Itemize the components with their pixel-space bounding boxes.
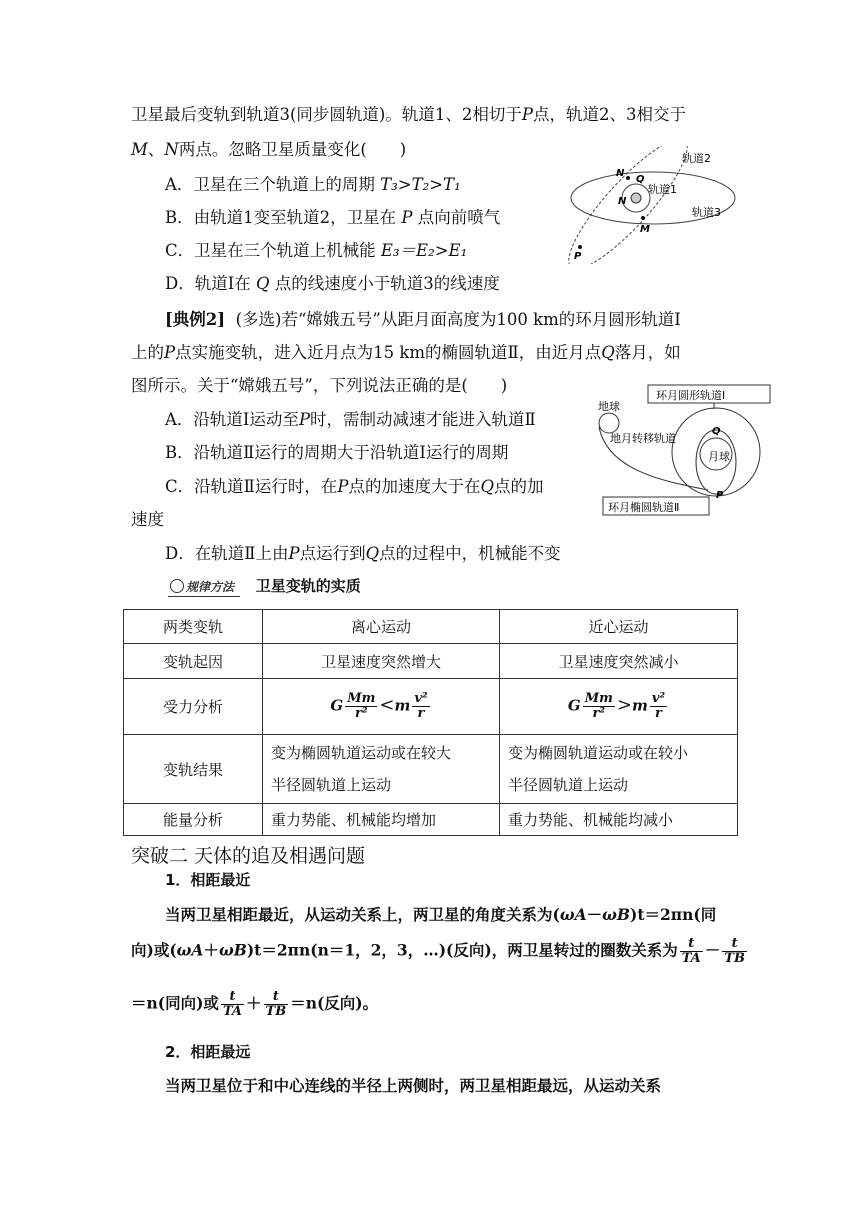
table-header: 离心运动 bbox=[263, 610, 500, 644]
var-g: G bbox=[330, 696, 344, 715]
text: 当两卫星相距最近，从运动关系上，两卫星的角度关系为( bbox=[165, 905, 560, 924]
fraction bbox=[345, 692, 377, 721]
p-label: P bbox=[716, 490, 724, 501]
table-cell: 能量分析 bbox=[124, 804, 263, 836]
math: E₃＝E₂>E₁ bbox=[380, 241, 468, 260]
example2-line-3 bbox=[131, 373, 507, 399]
table-row bbox=[124, 610, 738, 644]
orbit-figure-2 bbox=[588, 382, 773, 516]
example2-option-d bbox=[165, 541, 561, 567]
point-n bbox=[626, 176, 630, 180]
var-m: m bbox=[394, 696, 411, 715]
text: 点，轨道2、3相交于 bbox=[532, 105, 686, 124]
text: 向)或( bbox=[131, 940, 177, 960]
fraction bbox=[221, 990, 244, 1019]
section2-line-2 bbox=[131, 937, 749, 966]
formula-centripetal bbox=[500, 679, 738, 735]
text: 点实施变轨，进入近月点为15 km的椭圆轨道Ⅱ，由近月点 bbox=[175, 343, 602, 362]
var-p: P bbox=[298, 410, 311, 429]
text: 点向前喷气 bbox=[412, 208, 501, 227]
numerator: Mm bbox=[347, 691, 376, 706]
var-m: M bbox=[131, 140, 148, 159]
var-p: P bbox=[164, 343, 176, 362]
numerator: t bbox=[264, 990, 289, 1005]
text: 点的过程中，机械能不变 bbox=[379, 544, 561, 563]
fraction bbox=[583, 692, 615, 721]
option-b bbox=[165, 205, 500, 231]
point-m bbox=[641, 216, 645, 220]
var-q: Q bbox=[601, 343, 615, 362]
table-row bbox=[124, 644, 738, 679]
section2-line-3 bbox=[131, 990, 378, 1019]
example2-option-c-cont bbox=[131, 507, 164, 533]
var-g: G bbox=[567, 696, 581, 715]
text: 速度 bbox=[131, 510, 164, 529]
badge-text: 规律方法 bbox=[186, 580, 235, 594]
section2-line-4: 当两卫星位于和中心连线的半径上两侧时，两卫星相距最远，从运动关系 bbox=[165, 1076, 662, 1095]
example2-line-2 bbox=[131, 340, 681, 366]
option-d bbox=[165, 271, 500, 297]
numerator: t bbox=[722, 937, 747, 952]
var-p: P bbox=[521, 105, 533, 124]
var-q: Q bbox=[256, 274, 270, 293]
denominator: r bbox=[417, 706, 425, 721]
table-row bbox=[124, 804, 738, 836]
text: C．卫星在三个轨道上机械能 bbox=[165, 241, 381, 260]
example2-option-c bbox=[165, 474, 543, 500]
numerator: Mm bbox=[584, 691, 613, 706]
text: 点的线速度小于轨道3的线速度 bbox=[269, 274, 500, 293]
omega-a: ωA bbox=[559, 905, 587, 924]
text: － bbox=[586, 905, 603, 924]
text: 时，需制动减速才能进入轨道Ⅱ bbox=[310, 410, 536, 429]
text: 半径圆轨道上运动 bbox=[508, 776, 629, 794]
omega-b: ωB bbox=[602, 905, 631, 924]
label-orbit3: 轨道3 bbox=[692, 206, 721, 219]
moon-label: 月球 bbox=[708, 450, 730, 463]
numerator: v² bbox=[414, 691, 428, 706]
table-cell: 变轨起因 bbox=[124, 644, 263, 679]
fraction bbox=[722, 937, 747, 966]
math: T₃>T₂>T₁ bbox=[380, 175, 461, 194]
planet bbox=[631, 193, 641, 203]
text: 上的 bbox=[131, 343, 164, 362]
section-title: 突破二 天体的追及相遇问题 bbox=[131, 845, 366, 867]
text: 点的加 bbox=[493, 477, 544, 496]
less-than: < bbox=[379, 694, 395, 716]
method-badge bbox=[168, 577, 240, 597]
point-p bbox=[578, 245, 582, 249]
var-q: Q bbox=[480, 477, 494, 496]
text: 变为椭圆轨道运动或在较大 bbox=[271, 744, 452, 762]
table-cell: 重力势能、机械能均减小 bbox=[500, 804, 738, 836]
text: B．沿轨道Ⅱ运行的周期大于沿轨道Ⅰ运行的周期 bbox=[165, 443, 509, 462]
method-heading bbox=[168, 575, 361, 597]
denominator: TB bbox=[265, 1004, 287, 1019]
text: 半径圆轨道上运动 bbox=[271, 776, 392, 794]
text: ＝n(同向)或 bbox=[131, 993, 219, 1013]
example2-option-b bbox=[165, 440, 508, 466]
table-cell: 卫星速度突然增大 bbox=[263, 644, 500, 679]
para-line-1 bbox=[131, 102, 686, 128]
text: ＋ bbox=[203, 940, 219, 960]
badge-icon bbox=[170, 579, 184, 593]
table-cell bbox=[500, 735, 738, 804]
label-orbit2: 轨道2 bbox=[682, 152, 711, 165]
text: A．卫星在三个轨道上的周期 bbox=[165, 175, 381, 194]
text: A．沿轨道Ⅰ运动至 bbox=[165, 410, 299, 429]
var-p: P bbox=[337, 477, 349, 496]
table-row bbox=[124, 679, 738, 735]
text: 卫星最后变轨到轨道3(同步圆轨道)。轨道1、2相切于 bbox=[131, 105, 522, 124]
table-cell: 重力势能、机械能均增加 bbox=[263, 804, 500, 836]
table-cell bbox=[263, 735, 500, 804]
table-header: 两类变轨 bbox=[124, 610, 263, 644]
var-q: Q bbox=[365, 544, 380, 563]
text: － bbox=[704, 940, 721, 960]
denominator: TA bbox=[681, 951, 701, 966]
fraction bbox=[680, 937, 703, 966]
example-tag: [典例2] bbox=[165, 310, 226, 329]
denominator: r² bbox=[592, 706, 606, 721]
numerator: t bbox=[221, 990, 244, 1005]
option-a bbox=[165, 172, 461, 198]
text: 点运行到 bbox=[299, 544, 366, 563]
denominator: r² bbox=[355, 706, 368, 721]
text: D．在轨道Ⅱ上由 bbox=[165, 544, 289, 563]
orbit2-label: 环月椭圆轨道Ⅱ bbox=[608, 501, 680, 514]
omega-a: ωA bbox=[176, 940, 204, 960]
label-orbit1: 轨道1 bbox=[648, 183, 677, 196]
text: B．由轨道1变至轨道2，卫星在 bbox=[165, 208, 402, 227]
option-c bbox=[165, 238, 467, 264]
orbit-figure-1 bbox=[558, 146, 748, 264]
text: 落月，如 bbox=[614, 343, 681, 362]
orbit-change-table bbox=[123, 609, 738, 836]
fraction bbox=[264, 990, 289, 1019]
text: C．沿轨道Ⅱ运行时，在 bbox=[165, 477, 338, 496]
table-cell: 受力分析 bbox=[124, 679, 263, 735]
denominator: r bbox=[655, 706, 662, 721]
text: (多选)若“嫦娥五号”从距月面高度为100 km的环月圆形轨道Ⅰ bbox=[235, 310, 681, 329]
text: ＝n(反向)。 bbox=[290, 993, 379, 1013]
denominator: TB bbox=[724, 951, 745, 966]
earth-circle bbox=[599, 413, 619, 433]
label-n-top: N bbox=[616, 168, 625, 179]
earth-label: 地球 bbox=[598, 400, 620, 413]
table-header: 近心运动 bbox=[500, 610, 738, 644]
fraction bbox=[412, 692, 429, 721]
fraction bbox=[650, 692, 667, 721]
text: D．轨道Ⅰ在 bbox=[165, 274, 256, 293]
table-cell: 变轨结果 bbox=[124, 735, 263, 804]
text: 、 bbox=[147, 140, 165, 159]
var-p: P bbox=[288, 544, 300, 563]
table-cell: 卫星速度突然减小 bbox=[500, 644, 738, 679]
omega-b: ωB bbox=[218, 940, 247, 960]
method-title: 卫星变轨的实质 bbox=[255, 577, 361, 595]
text: 两点。忽略卫星质量变化( ) bbox=[178, 140, 407, 159]
text: 图所示。关于“嫦娥五号”，下列说法正确的是( ) bbox=[131, 376, 508, 395]
subheading-2: 2．相距最远 bbox=[165, 1043, 251, 1061]
label-m: M bbox=[640, 224, 650, 235]
var-p: P bbox=[401, 208, 413, 227]
subheading-1: 1．相距最近 bbox=[165, 871, 251, 889]
label-n-left: N bbox=[618, 196, 627, 207]
example2-option-a bbox=[165, 407, 536, 433]
example2-line-1 bbox=[165, 307, 681, 333]
label-q: Q bbox=[636, 174, 645, 185]
label-p: P bbox=[574, 251, 582, 262]
var-n: N bbox=[164, 140, 179, 159]
numerator: t bbox=[680, 937, 703, 952]
numerator: v² bbox=[651, 691, 666, 706]
orbit1-label: 环月圆形轨道Ⅰ bbox=[656, 389, 726, 402]
text: ＋ bbox=[246, 993, 262, 1013]
var-m: m bbox=[631, 696, 648, 715]
denominator: TA bbox=[222, 1004, 242, 1019]
text: )t＝2πn(n＝1，2，3，…)(反向)，两卫星转过的圈数关系为 bbox=[246, 940, 678, 960]
table-row bbox=[124, 735, 738, 804]
text: )t＝2πn(同 bbox=[630, 905, 717, 924]
formula-centrifugal bbox=[263, 679, 500, 735]
greater-than: > bbox=[616, 694, 632, 716]
transfer-label: 地月转移轨道 bbox=[610, 432, 676, 445]
text: 点的加速度大于在 bbox=[348, 477, 481, 496]
para-line-2 bbox=[131, 137, 406, 163]
text: 变为椭圆轨道运动或在较小 bbox=[508, 744, 689, 762]
q-label: Q bbox=[712, 426, 721, 437]
section2-line-1 bbox=[165, 902, 716, 928]
